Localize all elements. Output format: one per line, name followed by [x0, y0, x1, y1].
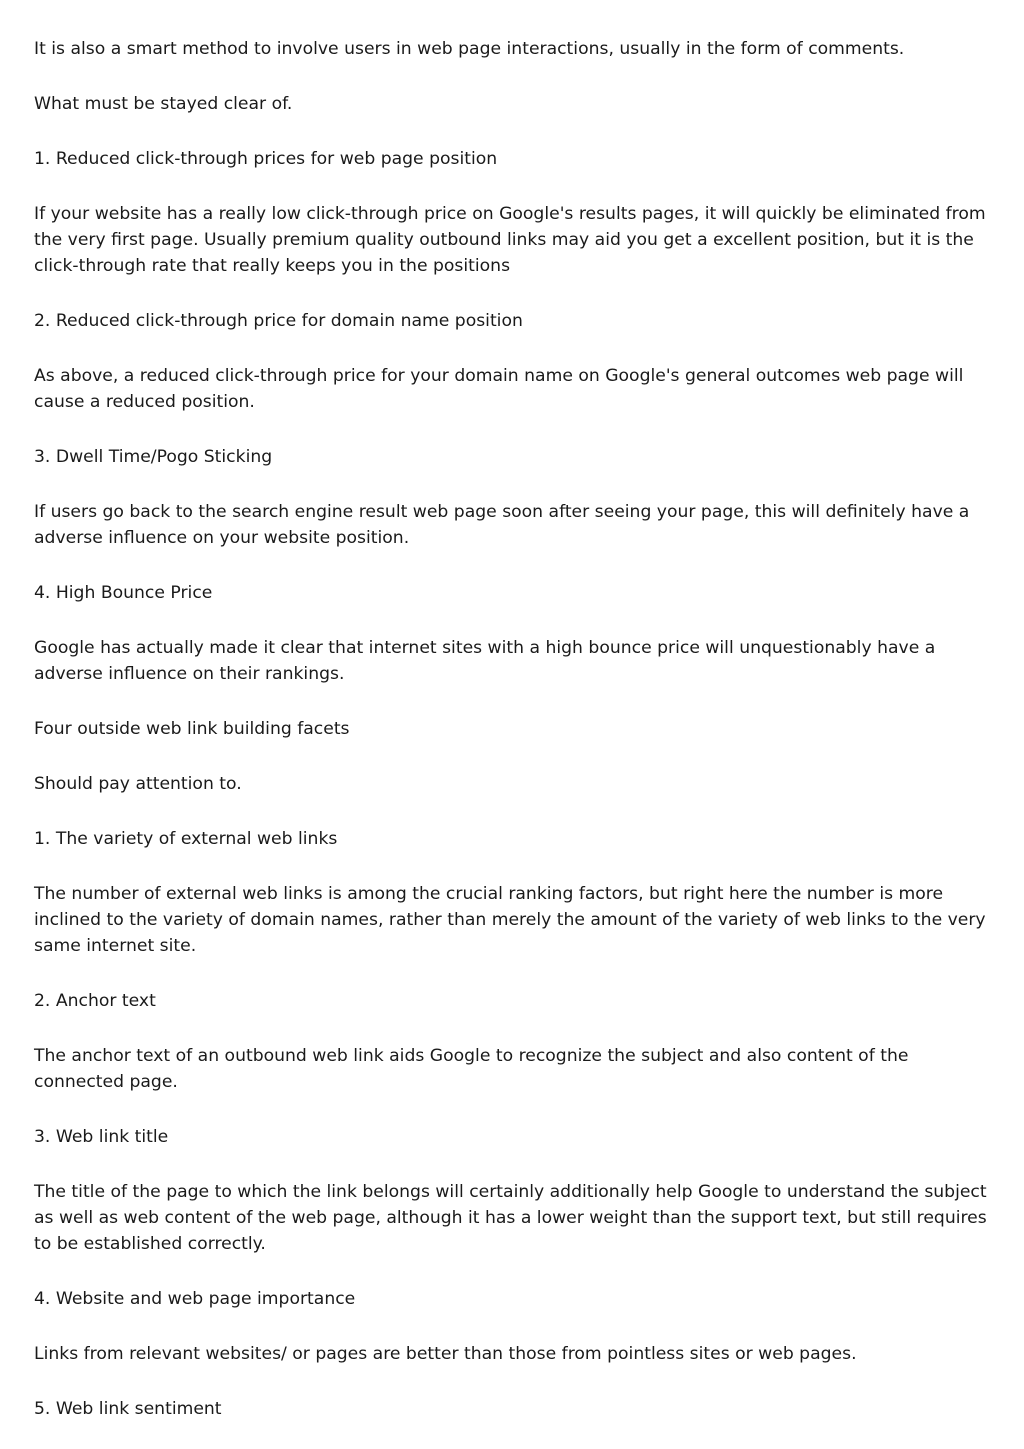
- paragraph-intro: It is also a smart method to involve users in web page interactions, usually in the form of comments.: [34, 39, 905, 59]
- list-item-heading: 1. The variety of external web links: [34, 829, 338, 849]
- paragraph: Google has actually made it clear that internet sites with a high bounce price will unquestionably have a adverse influence on their rankings.: [34, 638, 936, 684]
- paragraph: The number of external web links is among the crucial ranking factors, but right here the number is more inclined to the variety of domain names, rather than merely the amount of the variety of web links to the very same internet site.: [34, 884, 986, 956]
- section-heading-avoid: What must be stayed clear of.: [34, 94, 293, 114]
- list-item-heading: 4. High Bounce Price: [34, 583, 213, 603]
- paragraph: If users go back to the search engine result web page soon after seeing your page, this will definitely have a adverse influence on your website position.: [34, 502, 970, 548]
- paragraph: Should pay attention to.: [34, 774, 242, 794]
- paragraph: The title of the page to which the link belongs will certainly additionally help Google to understand the subject as well as web content of the web page, although it has a lower weight than the support text, but still requires to be established correctly.: [34, 1182, 987, 1254]
- list-item-heading: 4. Website and web page importance: [34, 1289, 356, 1309]
- paragraph: The anchor text of an outbound web link aids Google to recognize the subject and also content of the connected page.: [34, 1046, 909, 1092]
- list-item-heading: 1. Reduced click-through prices for web page position: [34, 149, 498, 169]
- list-item-heading: 3. Dwell Time/Pogo Sticking: [34, 447, 273, 467]
- list-item-heading: 5. Web link sentiment: [34, 1399, 222, 1419]
- list-item-heading: 3. Web link title: [34, 1127, 169, 1147]
- document-body: [34, 36, 994, 1422]
- list-item-heading: 2. Reduced click-through price for domain name position: [34, 311, 523, 331]
- paragraph: If your website has a really low click-through price on Google's results pages, it will quickly be eliminated from the very first page. Usually premium quality outbound links may aid you get a excellent position, but it is the click-through rate that really keeps you in the positions: [34, 204, 986, 276]
- section-heading-link-building: Four outside web link building facets: [34, 719, 350, 739]
- paragraph: Links from relevant websites/ or pages are better than those from pointless sites or web pages.: [34, 1344, 857, 1364]
- list-item-heading: 2. Anchor text: [34, 991, 156, 1011]
- paragraph: As above, a reduced click-through price for your domain name on Google's general outcomes web page will cause a reduced position.: [34, 366, 964, 412]
